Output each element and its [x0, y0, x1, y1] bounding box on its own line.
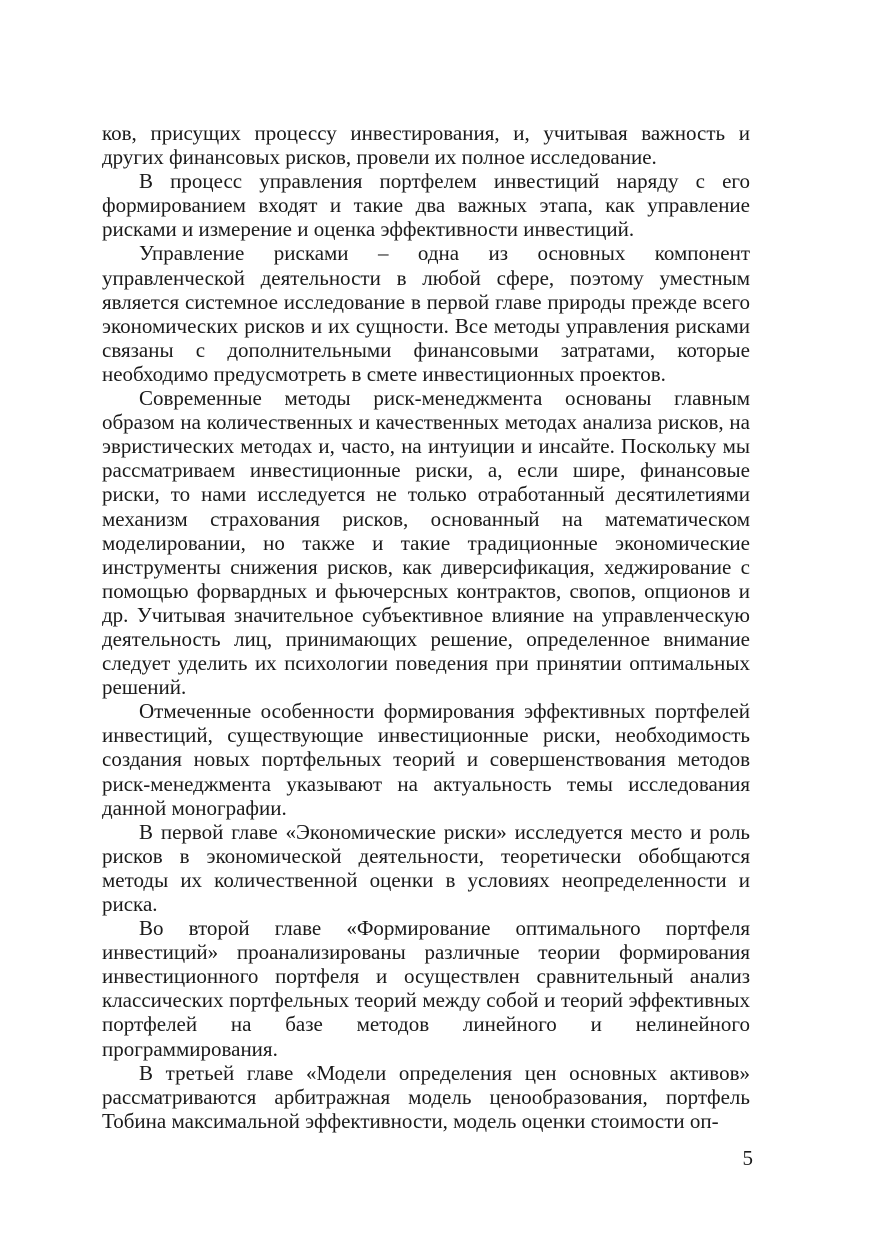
paragraph: Отмеченные особенности формирования эффективных портфелей инвестиций, существующие инвестиционные риски, необходимость создания новых портфельных теорий и совершенствования методов риск-менеджмента указывают на актуальность темы исследования данной монографии. — [102, 699, 750, 820]
paragraph: Управление рисками – одна из основных компонент управленческой деятельности в любой сфере, поэтому уместным является системное исследование в первой главе природы прежде всего экономических рисков и их сущности. Все методы управления рисками связаны с дополнительными финансовыми затратами, которые необходимо предусмотреть в смете инвестиционных проектов. — [102, 241, 750, 386]
paragraph: Современные методы риск-менеджмента основаны главным образом на количественных и качественных методах анализа рисков, на эвристических методах и, часто, на интуиции и инсайте. Поскольку мы рассматриваем инвестиционные риски, а, если шире, финансовые риски, то нами исследуется не только отработанный десятилетиями механизм страхования рисков, основанный на математическом моделировании, но также и такие традиционные экономические инструменты снижения рисков, как диверсификация, хеджирование с помощью форвардных и фьючерсных контрактов, свопов, опционов и др. Учитывая значительное субъективное влияние на управленческую деятельность лиц, принимающих решение, определенное внимание следует уделить их психологии поведения при принятии оптимальных решений. — [102, 386, 750, 700]
paragraph: Во второй главе «Формирование оптимального портфеля инвестиций» проанализированы различные теории формирования инвестиционного портфеля и осуществлен сравнительный анализ классических портфельных теорий между собой и теорий эффективных портфелей на базе методов линейного и нелинейного программирования. — [102, 916, 750, 1061]
paragraph: В третьей главе «Модели определения цен основных активов» рассматриваются арбитражная модель ценообразования, портфель Тобина максимальной эффективности, модель оценки стоимости оп- — [102, 1060, 750, 1133]
paragraph-continuation: ков, присущих процессу инвестирования, и, учитывая важность и других финансовых рисков, провели их полное исследование. — [102, 121, 750, 170]
paragraph: В первой главе «Экономические риски» исследуется место и роль рисков в экономической деятельности, теоретически обобщаются методы их количественной оценки в условиях неопределенности и риска. — [102, 819, 750, 916]
page-number: 5 — [742, 1146, 753, 1170]
body-text — [102, 121, 750, 1133]
paragraph: В процесс управления портфелем инвестиций наряду с его формированием входят и такие два важных этапа, как управление рисками и измерение и оценка эффективности инвестиций. — [102, 169, 750, 242]
